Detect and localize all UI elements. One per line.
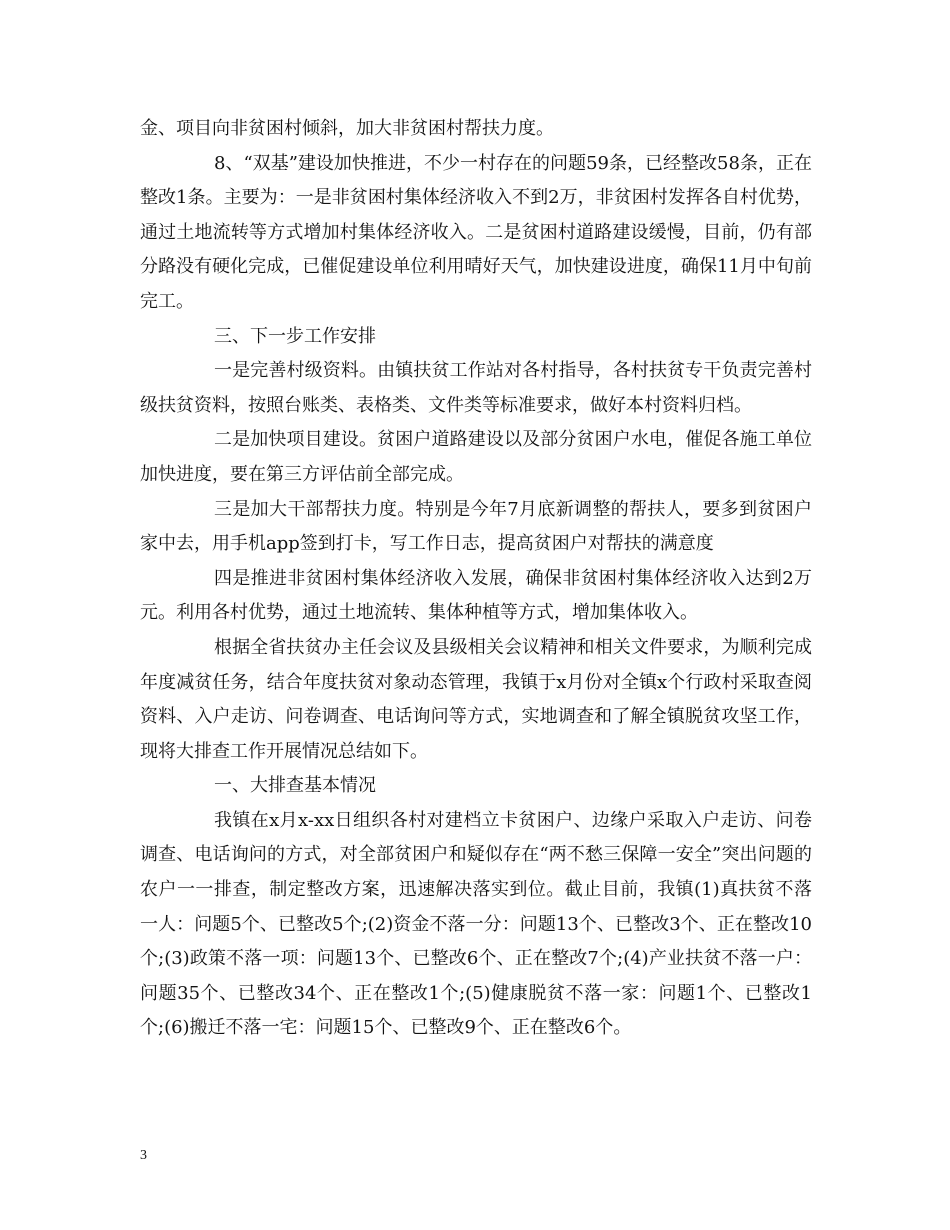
paragraph-shuangji: 8、“双基”建设加快推进，不少一村存在的问题59条，已经整改58条，正在整改1条。主要为：一是非贫困村集体经济收入不到2万，非贫困村发挥各自村优势，通过土地流转等方式增加村集体经济收入。二是贫困村道路建设缓慢，目前，仍有部分路没有硬化完成，已催促建设单位利用晴好天气，加快建设进度，确保11月中旬前完工。 — [140, 152, 812, 312]
paragraph-survey-results: 我镇在x月x-xx日组织各村对建档立卡贫困户、边缘户采取入户走访、问卷调查、电话询问的方式，对全部贫困户和疑似存在“两不愁三保障一安全”突出问题的农户一一排查，制定整改方案，迅速解决落实到位。截止目前，我镇(1)真扶贫不落一人：问题5个、已整改5个;(2)资金不落一分：问题13个、已整改3个、正在整改10个;(3)政策不落一项：问题13个、已整改6个、正在整改7个;(4)产业扶贫不落一户：问题35个、已整改34个、正在整改1个;(5)健康脱贫不落一家：问题1个、已整改1个;(6)搬迁不落一宅：问题15个、已整改9个、正在整改6个。 — [140, 809, 812, 1039]
section-heading-survey-basics: 一、大排查基本情况 — [214, 775, 376, 797]
paragraph-step-one: 一是完善村级资料。由镇扶贫工作站对各村指导，各村扶贫专干负责完善村级扶贫资料，按照台账类、表格类、文件类等标准要求，做好本村资料归档。 — [140, 360, 812, 416]
paragraph-step-two: 二是加快项目建设。贫困户道路建设以及部分贫困户水电，催促各施工单位加快进度，要在第三方评估前全部完成。 — [140, 429, 812, 485]
paragraph-intro-survey: 根据全省扶贫办主任会议及县级相关会议精神和相关文件要求，为顺利完成年度减贫任务，结合年度扶贫对象动态管理，我镇于x月份对全镇x个行政村采取查阅资料、入户走访、问卷调查、电话询问等方式，实地调查和了解全镇脱贫攻坚工作，现将大排查工作开展情况总结如下。 — [140, 636, 812, 762]
paragraph-step-three: 三是加大干部帮扶力度。特别是今年7月底新调整的帮扶人，要多到贫困户家中去，用手机app签到打卡，写工作日志，提高贫困户对帮扶的满意度 — [140, 498, 812, 555]
paragraph-continuation: 金、项目向非贫困村倾斜，加大非贫困村帮扶力度。 — [140, 118, 554, 139]
document-body — [140, 112, 812, 1046]
paragraph-step-four: 四是推进非贫困村集体经济收入发展，确保非贫困村集体经济收入达到2万元。利用各村优势，通过土地流转、集体种植等方式，增加集体收入。 — [140, 567, 812, 624]
section-heading-next-steps: 三、下一步工作安排 — [214, 325, 376, 347]
page-number: 3 — [140, 1148, 147, 1163]
